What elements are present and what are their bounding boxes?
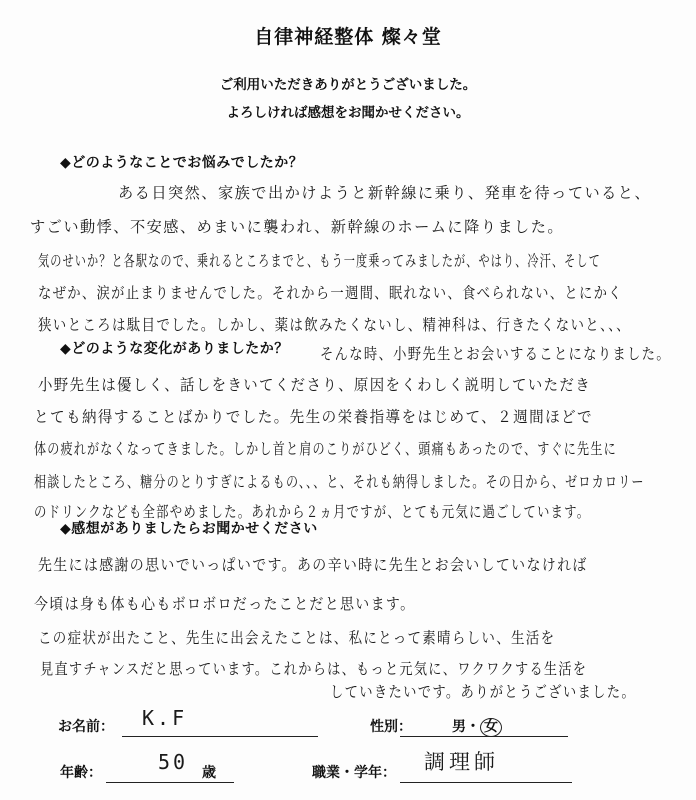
- answer-line: すごい動悸、不安感、めまいに襲われ、新幹線のホームに降りました。: [30, 218, 565, 236]
- answer-line: この症状が出たこと、先生に出会えたことは、私にとって素晴らしい、生活を: [38, 629, 556, 647]
- answer-line: 小野先生は優しく、話しをきいてくださり、原因をくわしく説明していただき: [38, 376, 592, 394]
- answer-line: のドリンクなども全部やめました。あれから２ヵ月ですが、とても元気に過ごしています。: [34, 503, 591, 521]
- intro-thanks: ご利用いただきありがとうございました。: [219, 77, 477, 93]
- occupation-underline: [400, 782, 572, 783]
- age-underline: [106, 782, 234, 783]
- gender-separator: ・: [466, 719, 480, 735]
- gender-label: 性別：: [370, 719, 412, 735]
- gender-option-female-circled: 女: [480, 718, 502, 737]
- answer-line: ある日突然、家族で出かけようと新幹線に乗り、発車を待っていると、: [118, 184, 652, 202]
- answer-line: 今頃は身も体も心もボロボロだったことだと思います。: [34, 595, 416, 613]
- answer-line: そんな時、小野先生とお会いすることになりました。: [320, 345, 671, 363]
- question-heading-impressions: ◆感想がありましたらお聞かせください: [60, 521, 318, 537]
- occupation-label: 職業・学年：: [312, 765, 396, 781]
- question-heading-changes: ◆どのような変化がありましたか？: [60, 341, 289, 357]
- gender-choices: [452, 716, 502, 737]
- occupation-value: 調理師: [424, 750, 499, 774]
- name-underline: [122, 736, 318, 737]
- answer-line: なぜか、涙が止まりませんでした。それから一週間、眠れない、食べられない、とにかく: [38, 284, 623, 302]
- answer-line: 気のせいか？と各駅なので、乗れるところまでと、もう一度乗ってみましたが、やはり、冷汗、そして: [38, 252, 601, 270]
- question-heading-concerns: ◆どのようなことでお悩みでしたか？: [60, 155, 304, 171]
- age-unit: 歳: [202, 765, 216, 781]
- answer-line: 狭いところは駄目でした。しかし、薬は飲みたくないし、精神科は、行きたくないと、、、: [38, 316, 631, 334]
- answer-line: 体の疲れがなくなってきました。しかし首と肩のこりがひどく、頭痛もあったので、すぐに先生に: [34, 440, 617, 458]
- answer-line: していきたいです。ありがとうございました。: [330, 683, 636, 701]
- answer-line: 先生には感謝の思いでいっぱいです。あの辛い時に先生とお会いしていなければ: [38, 556, 588, 574]
- clinic-title: 自律神経整体 燦々堂: [254, 26, 442, 48]
- answer-line: 見直すチャンスだと思っています。これからは、もっと元気に、ワクワクする生活を: [40, 660, 588, 678]
- intro-request: よろしければ感想をお聞かせください。: [226, 105, 470, 121]
- name-label: お名前：: [58, 719, 114, 735]
- age-value: 50: [158, 750, 189, 774]
- gender-option-male: 男: [452, 719, 466, 735]
- name-value: K.F: [142, 706, 188, 730]
- answer-line: 相談したところ、糖分のとりすぎによるもの、、、と、それも納得しました。その日から、ゼロカロリー: [34, 473, 645, 491]
- age-label: 年齢：: [60, 765, 102, 781]
- gender-underline: [400, 736, 568, 737]
- answer-line: とても納得することばかりでした。先生の栄養指導をはじめて、２週間ほどで: [34, 408, 594, 426]
